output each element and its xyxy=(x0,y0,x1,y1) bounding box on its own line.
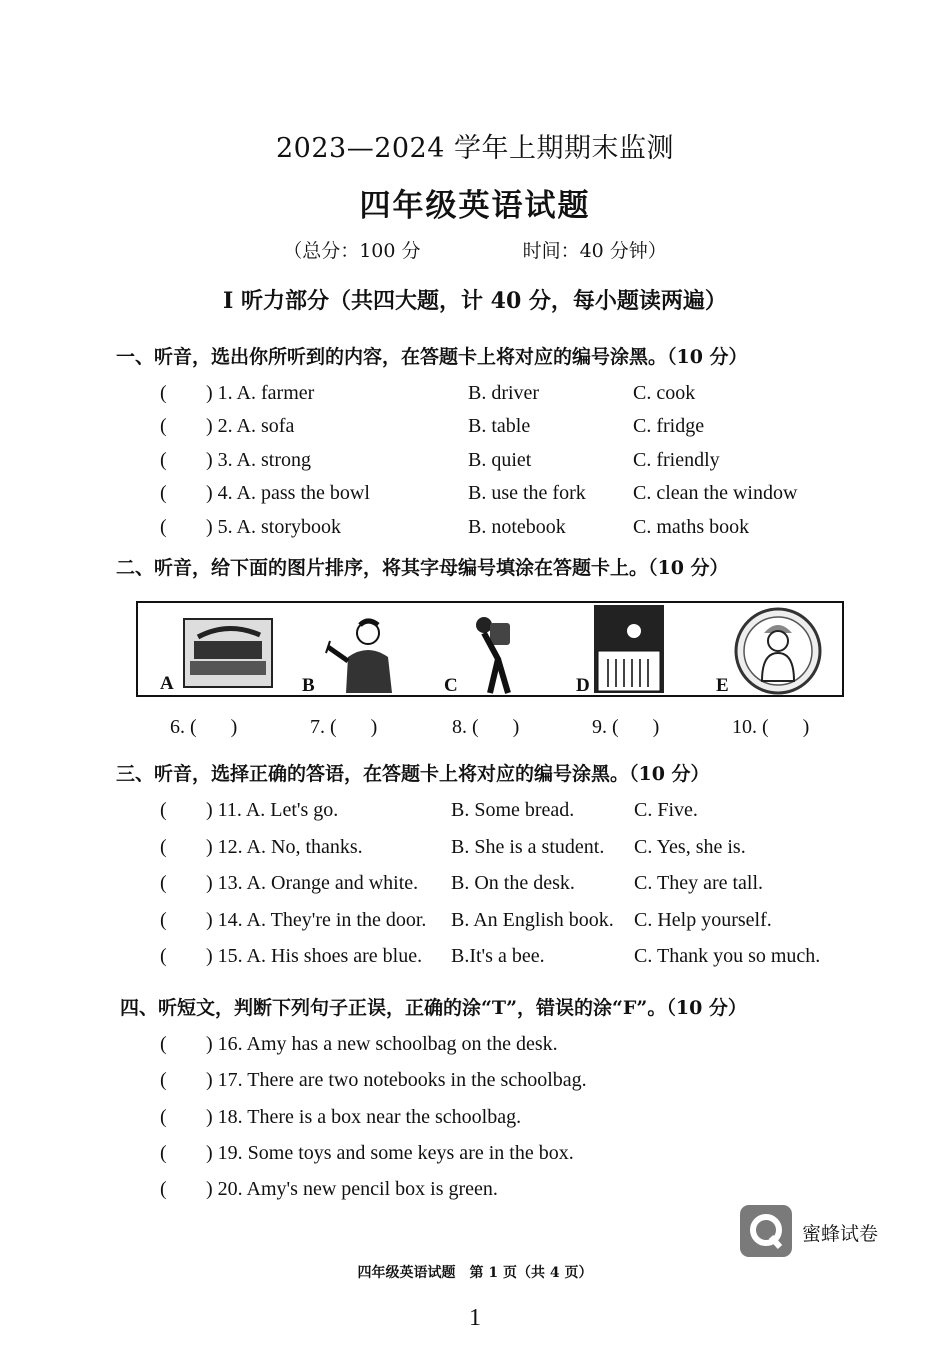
section2-heading: 二、听音，给下面的图片排序，将其字母编号填涂在答题卡上。（10 分） xyxy=(116,557,729,579)
boy-image xyxy=(324,617,408,695)
watermark-logo-icon xyxy=(740,1205,792,1257)
option-a: ) 1. A. farmer xyxy=(206,382,315,404)
answer-paren[interactable]: ( xyxy=(160,799,167,821)
answer-paren[interactable]: ( xyxy=(160,516,167,538)
question-row xyxy=(0,415,950,445)
option-b: B. table xyxy=(468,415,531,437)
answer-paren[interactable]: ( xyxy=(160,1106,167,1128)
order-blank[interactable]: 7. ( ) xyxy=(310,716,378,738)
question-row xyxy=(0,449,950,479)
chef-image xyxy=(594,605,664,693)
option-c: C. clean the window xyxy=(633,482,798,504)
option-a: ) 13. A. Orange and white. xyxy=(206,872,419,894)
option-b: B.It's a bee. xyxy=(451,945,545,967)
picture-strip xyxy=(136,601,844,697)
option-c: C. Five. xyxy=(634,799,698,821)
statement-text: ) 20. Amy's new pencil box is green. xyxy=(206,1178,498,1200)
judgement-row xyxy=(0,1069,950,1099)
option-a: ) 2. A. sofa xyxy=(206,415,295,437)
exam-time: 时间：40 分钟） xyxy=(522,240,667,262)
page-footer: 四年级英语试题 第 1 页（共 4 页） xyxy=(357,1265,593,1281)
option-c: C. cook xyxy=(633,382,696,404)
picture-letter: A xyxy=(160,673,174,694)
exam-title: 2023—2024 学年上期期末监测 xyxy=(275,133,674,164)
answer-paren[interactable]: ( xyxy=(160,482,167,504)
total-score: （总分：100 分 xyxy=(283,240,421,262)
statement-text: ) 18. There is a box near the schoolbag. xyxy=(206,1106,522,1128)
judgement-row xyxy=(0,1033,950,1063)
judgement-row xyxy=(0,1178,950,1208)
option-b: B. notebook xyxy=(468,516,566,538)
order-blank[interactable]: 6. ( ) xyxy=(170,716,238,738)
answer-paren[interactable]: ( xyxy=(160,1033,167,1055)
question-row xyxy=(0,872,950,902)
order-blank[interactable]: 9. ( ) xyxy=(592,716,660,738)
option-b: B. driver xyxy=(468,382,540,404)
books-image xyxy=(180,615,276,693)
picture-letter: B xyxy=(302,675,315,696)
answer-paren[interactable]: ( xyxy=(160,382,167,404)
exam-subtitle: 四年级英语试题 xyxy=(359,188,591,224)
statement-text: ) 17. There are two notebooks in the schoolbag. xyxy=(206,1069,587,1091)
option-b: B. use the fork xyxy=(468,482,586,504)
section4-heading: 四、听短文，判断下列句子正误，正确的涂“T”，错误的涂“F”。（10 分） xyxy=(120,997,747,1019)
order-blank[interactable]: 10. ( ) xyxy=(732,716,810,738)
answer-paren[interactable]: ( xyxy=(160,909,167,931)
option-a: ) 14. A. They're in the door. xyxy=(206,909,427,931)
order-blank[interactable]: 8. ( ) xyxy=(452,716,520,738)
running-kid-image xyxy=(468,615,528,697)
option-a: ) 12. A. No, thanks. xyxy=(206,836,363,858)
answer-paren[interactable]: ( xyxy=(160,415,167,437)
question-row xyxy=(0,836,950,866)
page-number: 1 xyxy=(469,1305,481,1331)
part1-title: Ⅰ 听力部分（共四大题，计 40 分，每小题读两遍） xyxy=(223,288,727,314)
picture-letter: E xyxy=(716,675,729,696)
answer-paren[interactable]: ( xyxy=(160,872,167,894)
statement-text: ) 16. Amy has a new schoolbag on the desk. xyxy=(206,1033,558,1055)
question-row xyxy=(0,945,950,975)
question-row xyxy=(0,909,950,939)
question-row xyxy=(0,482,950,512)
answer-paren[interactable]: ( xyxy=(160,1142,167,1164)
answer-paren[interactable]: ( xyxy=(160,1178,167,1200)
statement-text: ) 19. Some toys and some keys are in the box. xyxy=(206,1142,574,1164)
option-c: C. They are tall. xyxy=(634,872,764,894)
option-c: C. Thank you so much. xyxy=(634,945,821,967)
option-c: C. Help yourself. xyxy=(634,909,772,931)
picture-letter: D xyxy=(576,675,590,696)
option-a: ) 5. A. storybook xyxy=(206,516,341,538)
picture-letter: C xyxy=(444,675,458,696)
judgement-row xyxy=(0,1142,950,1172)
section3-heading: 三、听音，选择正确的答语，在答题卡上将对应的编号涂黑。（10 分） xyxy=(116,763,710,785)
answer-paren[interactable]: ( xyxy=(160,945,167,967)
option-b: B. An English book. xyxy=(451,909,614,931)
option-a: ) 3. A. strong xyxy=(206,449,311,471)
answer-paren[interactable]: ( xyxy=(160,449,167,471)
option-a: ) 4. A. pass the bowl xyxy=(206,482,370,504)
question-row xyxy=(0,516,950,546)
option-c: C. Yes, she is. xyxy=(634,836,746,858)
option-c: C. maths book xyxy=(633,516,750,538)
watermark-text: 蜜蜂试卷 xyxy=(802,1223,879,1245)
score-time-line xyxy=(0,236,950,263)
question-row xyxy=(0,799,950,829)
option-c: C. friendly xyxy=(633,449,720,471)
question-row xyxy=(0,382,950,412)
option-a: ) 15. A. His shoes are blue. xyxy=(206,945,423,967)
option-b: B. She is a student. xyxy=(451,836,605,858)
answer-paren[interactable]: ( xyxy=(160,836,167,858)
option-a: ) 11. A. Let's go. xyxy=(206,799,339,821)
option-b: B. quiet xyxy=(468,449,532,471)
section1-heading: 一、听音，选出你所听到的内容，在答题卡上将对应的编号涂黑。（10 分） xyxy=(116,346,748,368)
option-b: B. Some bread. xyxy=(451,799,575,821)
option-c: C. fridge xyxy=(633,415,705,437)
option-b: B. On the desk. xyxy=(451,872,575,894)
judgement-row xyxy=(0,1106,950,1136)
nurse-image xyxy=(728,607,828,695)
answer-paren[interactable]: ( xyxy=(160,1069,167,1091)
